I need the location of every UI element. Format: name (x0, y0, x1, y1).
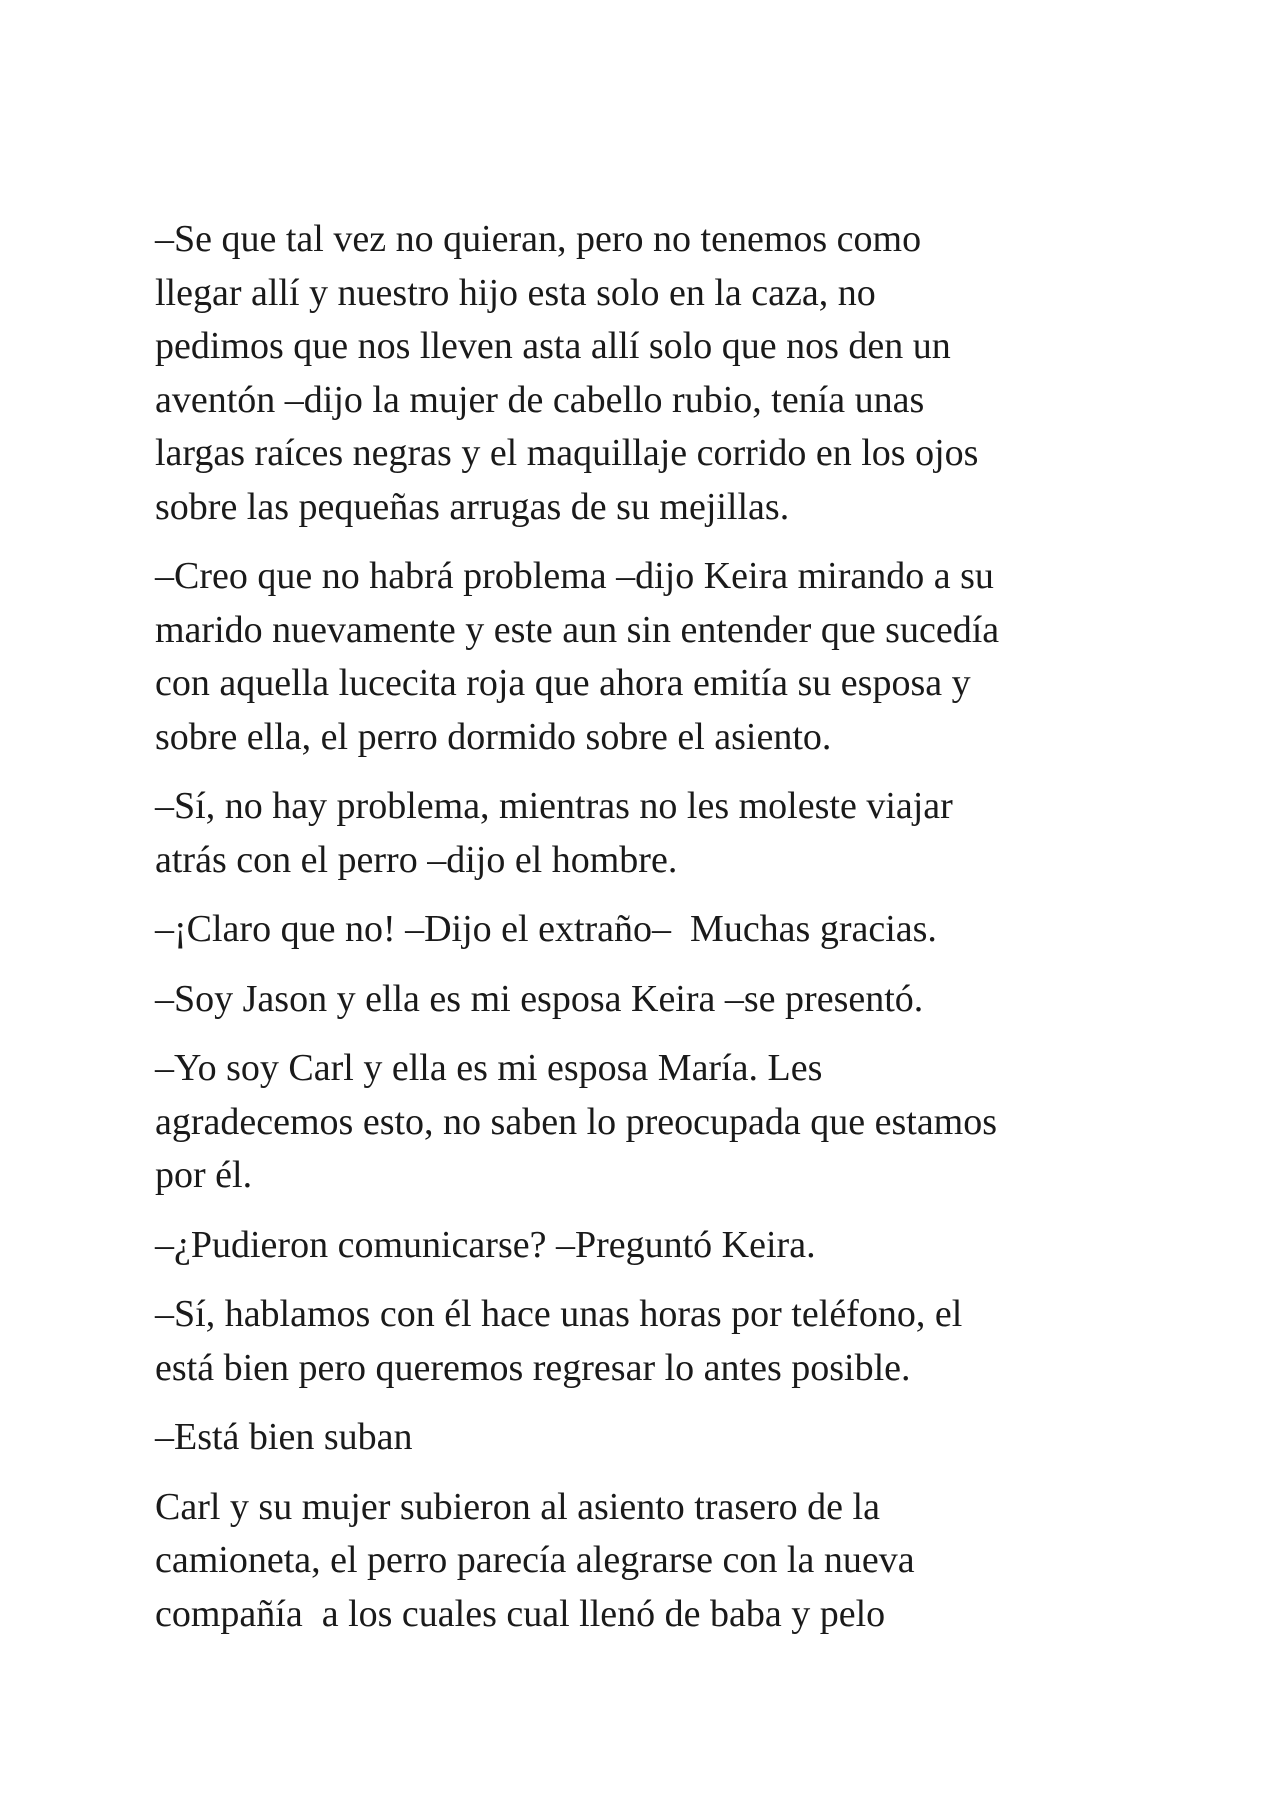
paragraph (155, 903, 1145, 957)
text-line: –Se que tal vez no quieran, pero no tenemos como (155, 218, 922, 260)
document-body (155, 213, 1145, 1657)
text-line: pedimos que nos lleven asta allí solo que nos den un (155, 325, 951, 367)
paragraph (155, 780, 1145, 887)
paragraph (155, 1042, 1145, 1203)
paragraph (155, 1219, 1145, 1273)
text-line: atrás con el perro –dijo el hombre. (155, 838, 678, 881)
text-line: –Sí, hablamos con él hace unas horas por teléfono, el (155, 1293, 963, 1335)
text-line: llegar allí y nuestro hijo esta solo en la caza, no (155, 271, 876, 314)
text-line: –¡Claro que no! –Dijo el extraño– Muchas gracias. (155, 908, 937, 950)
text-line: Carl y su mujer subieron al asiento trasero de la (155, 1485, 880, 1528)
text-line: –Está bien suban (155, 1416, 413, 1458)
text-line: sobre ella, el perro dormido sobre el asiento. (155, 715, 832, 758)
text-line: compañía a los cuales cual llenó de baba y pelo (155, 1592, 886, 1635)
text-line: –Sí, no hay problema, mientras no les moleste viajar (155, 785, 953, 827)
text-line: agradecemos esto, no saben lo preocupada que estamos (155, 1100, 998, 1143)
text-line: sobre las pequeñas arrugas de su mejillas. (155, 485, 790, 528)
paragraph (155, 550, 1145, 764)
text-line: está bien pero queremos regresar lo antes posible. (155, 1346, 911, 1389)
text-line: –Yo soy Carl y ella es mi esposa María. Les (155, 1047, 823, 1089)
paragraph (155, 1481, 1145, 1642)
text-line: largas raíces negras y el maquillaje corrido en los ojos (155, 432, 979, 474)
text-line: –Soy Jason y ella es mi esposa Keira –se presentó. (155, 977, 924, 1020)
paragraph (155, 213, 1145, 534)
paragraph (155, 1288, 1145, 1395)
text-line: por él. (155, 1154, 253, 1196)
text-line: –Creo que no habrá problema –dijo Keira mirando a su (155, 555, 994, 597)
text-line: aventón –dijo la mujer de cabello rubio, tenía unas (155, 378, 925, 421)
text-line: marido nuevamente y este aun sin entender que sucedía (155, 608, 1000, 651)
text-line: camioneta, el perro parecía alegrarse con la nueva (155, 1539, 915, 1581)
paragraph (155, 973, 1145, 1027)
paragraph (155, 1411, 1145, 1465)
text-line: –¿Pudieron comunicarse? –Preguntó Keira. (155, 1223, 816, 1266)
text-line: con aquella lucecita roja que ahora emitía su esposa y (155, 662, 971, 704)
